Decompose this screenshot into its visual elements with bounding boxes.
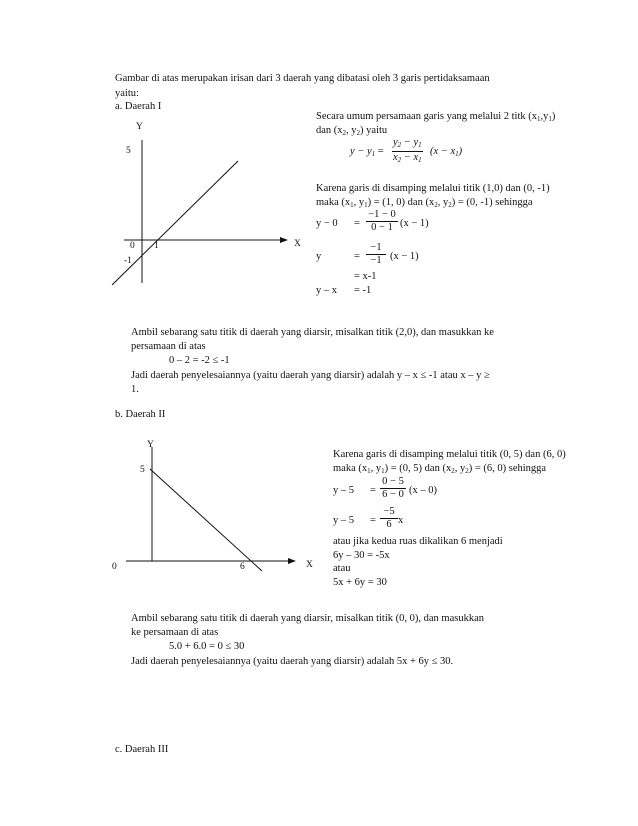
tick-1: 1	[154, 241, 159, 251]
b-step2-lhs: y – 5	[333, 515, 354, 526]
section-a-since-2: maka ($x_1$, $y_1) = (1$, 0) dan ($x_2$, $y_2) = (0$, -1) sehingga	[316, 197, 533, 209]
general-formula-text-2: dan ($x_2$, $y_2$) yaitu	[316, 125, 388, 137]
section-a-heading: a. Daerah I	[115, 101, 162, 112]
formula-lhs: $y - y_1$ =	[350, 146, 384, 158]
intro-line-2: yaitu:	[115, 88, 139, 99]
section-c-heading: c. Daerah III	[115, 744, 169, 755]
step2-fraction: −1 −1	[366, 242, 386, 267]
b-step4: 6y – 30 = -5x	[333, 550, 390, 561]
x-axis-arrow	[280, 237, 288, 243]
b-step2-eq: =	[370, 515, 376, 526]
section-a-conclusion-1: Jadi daerah penyelesaiannya (yaitu daerah yang diarsir) adalah y – x ≤ -1 atau x – y ≥	[131, 370, 490, 381]
step4-lhs: y – x	[316, 285, 337, 296]
step1-eq: =	[354, 218, 360, 229]
x-axis-label: X	[294, 239, 301, 249]
section-a-since-1: Karena garis di disamping melalui titik (1,0) dan (0, -1)	[316, 183, 550, 194]
section-a-test-2: persamaan di atas	[131, 341, 206, 352]
graph-daerah-1	[110, 115, 315, 290]
graph-line-y-equals-x-minus-1	[112, 161, 238, 285]
step2-eq: =	[354, 251, 360, 262]
formula-fraction: $y_2 - y_1$ $x_2 - x_1$	[393, 137, 422, 164]
tick-5: 5	[126, 146, 131, 156]
b-step3: atau jika kedua ruas dikalikan 6 menjadi	[333, 536, 503, 547]
x-axis-arrow	[288, 558, 296, 564]
section-b-heading: b. Daerah II	[115, 409, 166, 420]
b-step6: 5x + 6y = 30	[333, 577, 387, 588]
tick-0: 0	[112, 562, 117, 572]
section-b-since-2: maka ($x_1$, $y_1) = (0$, 5) dan ($x_2$, $y_2) = (6$, 0) sehingga	[333, 463, 547, 475]
section-b-test-2: ke persamaan di atas	[131, 627, 219, 638]
tick-neg1: -1	[124, 256, 132, 266]
section-b-since-1: Karena garis di disamping melalui titik (0, 5) dan (6, 0)	[333, 449, 566, 460]
section-b-test-3: 5.0 + 6.0 = 0 ≤ 30	[169, 641, 245, 652]
tick-6: 6	[240, 562, 245, 572]
b-step1-fraction: 0 − 5 6 − 0	[380, 476, 406, 501]
step2-rhs: (x − 1)	[390, 251, 419, 262]
graph-daerah-2	[110, 435, 320, 575]
step1-fraction: −1 − 0 0 − 1	[366, 209, 398, 234]
intro-line-1: Gambar di atas merupakan irisan dari 3 daerah yang dibatasi oleh 3 garis pertidaksamaan	[115, 73, 490, 84]
y-axis-label: Y	[136, 122, 143, 132]
tick-0: 0	[130, 241, 135, 251]
section-a-conclusion-2: 1.	[131, 384, 139, 395]
b-step1-lhs: y – 5	[333, 485, 354, 496]
section-a-test-3: 0 – 2 = -2 ≤ -1	[169, 355, 230, 366]
section-a-test-1: Ambil sebarang satu titik di daerah yang diarsir, misalkan titik (2,0), dan masukkan ke	[131, 327, 494, 338]
b-step1-rhs: (x – 0)	[409, 485, 437, 496]
b-step2-rhs: x	[398, 515, 404, 526]
b-step5: atau	[333, 563, 351, 574]
graph-line-5x-plus-6y-equals-30	[150, 469, 262, 571]
step1-lhs: y − 0	[316, 218, 338, 229]
section-b-test-1: Ambil sebarang satu titik di daerah yang diarsir, misalkan titik (0, 0), dan masukkan	[131, 613, 484, 624]
formula-rhs: $(x - x_1)$	[430, 146, 463, 158]
step2-lhs: y	[316, 251, 322, 262]
b-step2-fraction: −5 6	[380, 506, 398, 531]
tick-5: 5	[140, 465, 145, 475]
step3: = x-1	[354, 271, 377, 282]
general-formula-text-1: Secara umum persamaan garis yang melalui 2 titk $(x_1,y_1)$	[316, 111, 556, 123]
b-step1-eq: =	[370, 485, 376, 496]
x-axis-label: X	[306, 560, 313, 570]
step1-rhs: (x − 1)	[400, 218, 429, 229]
section-b-conclusion-1: Jadi daerah penyelesaiannya (yaitu daerah yang diarsir) adalah 5x + 6y ≤ 30.	[131, 656, 454, 667]
step4-rhs: = -1	[354, 285, 372, 296]
y-axis-label: Y	[147, 440, 154, 450]
